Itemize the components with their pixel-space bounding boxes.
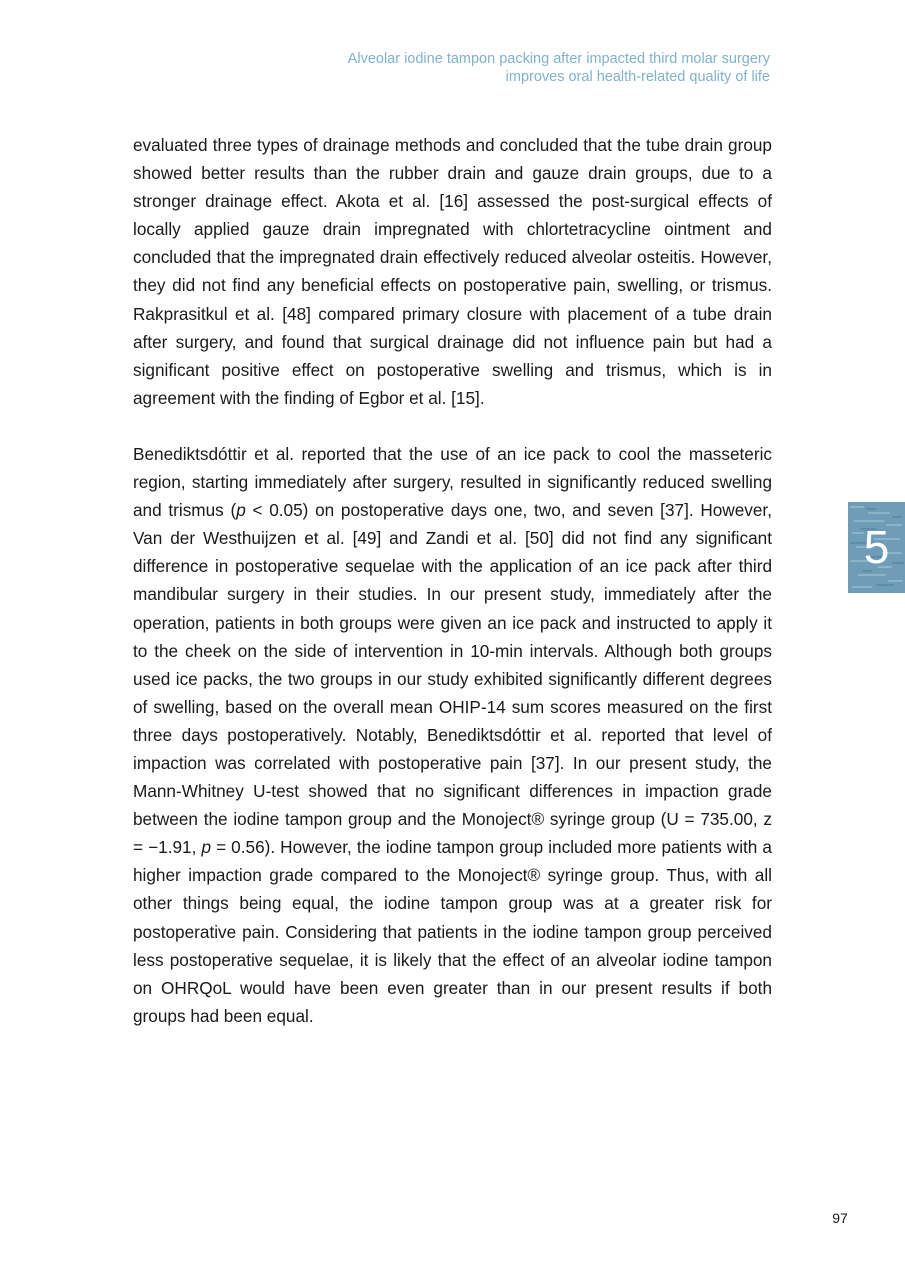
paragraph-2-part-c: = 0.56). However, the iodine tampon group included more patients with a higher impaction grade compared to the Monoject® syringe group. Thus, with all other things being equal, the iodine tampon group was at a greater risk for postoperative pain. Considering that patients in the iodine tampon group perceived less postoperative sequelae, it is likely that the effect of an alveolar iodine tampon on OHRQoL would have been even greater than in our present results if both groups had been equal. <box>133 837 772 1026</box>
running-header-line-2: improves oral health-related quality of life <box>505 69 770 85</box>
running-header <box>170 50 770 86</box>
p-value-symbol: p <box>201 837 211 858</box>
page-number: 97 <box>832 1210 848 1226</box>
paragraph-2-part-a: Benediktsdóttir et al. reported that the use of an ice pack to cool the masseteric region, starting immediately after surgery, resulted in significantly reduced swelling and trismus ( <box>133 443 772 521</box>
paragraph-1: evaluated three types of drainage methods and concluded that the tube drain group showed better results than the rubber drain and gauze drain groups, due to a stronger drainage effect. Akota et al. [16] assessed the post-surgical effects of locally applied gauze drain impregnated with chlortetracycline ointment and concluded that the impregnated drain effectively reduced alveolar osteitis. However, they did not find any beneficial effects on postoperative pain, swelling, or trismus. Rakprasitkul et al. [48] compared primary closure with placement of a tube drain after surgery, and found that surgical drainage did not influence pain but had a significant positive effect on postoperative swelling and trismus, which is in agreement with the finding of Egbor et al. [15]. <box>133 135 772 408</box>
chapter-tab <box>848 502 905 593</box>
p-value-symbol: p <box>236 500 246 521</box>
paragraph-2-part-b: < 0.05) on postoperative days one, two, and seven [37]. However, Van der Westhuijzen et al. [49] and Zandi et al. [50] did not find any significant difference in postoperative sequelae with the application of an ice pack after third mandibular surgery in their studies. In our present study, immediately after the operation, patients in both groups were given an ice pack and instructed to apply it to the cheek on the side of intervention in 10-min intervals. Although both groups used ice packs, the two groups in our study exhibited significantly different degrees of swelling, based on the overall mean OHIP-14 sum scores measured on the first three days postoperatively. Notably, Benediktsdóttir et al. reported that level of impaction was correlated with postoperative pain [37]. In our present study, the Mann-Whitney U-test showed that no significant differences in impaction grade between the iodine tampon group and the Monoject® syringe group (U = 735.00, z = −1.91, <box>133 500 772 858</box>
chapter-number: 5 <box>863 521 890 573</box>
paragraph-2 <box>133 440 772 1030</box>
body-text <box>133 131 772 1030</box>
running-header-line-1: Alveolar iodine tampon packing after impacted third molar surgery <box>347 51 770 67</box>
